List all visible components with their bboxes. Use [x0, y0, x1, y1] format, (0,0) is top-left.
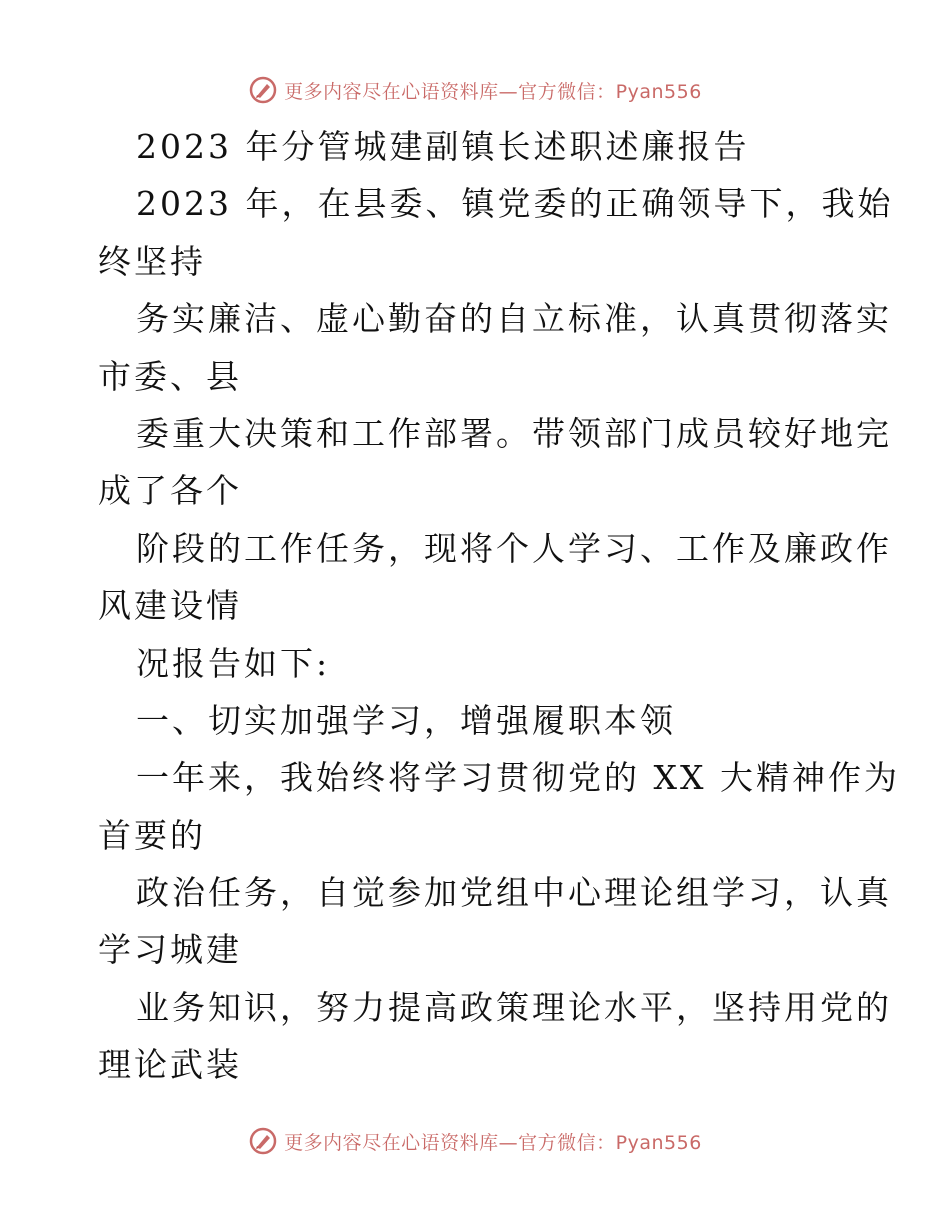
watermark-text-bottom: 更多内容尽在心语资料库—官方微信：Pyan556: [284, 1131, 702, 1154]
paragraph-line: 成了各个: [98, 471, 242, 511]
pen-seal-logo-icon: [248, 75, 278, 105]
document-body: [98, 118, 900, 1094]
paragraph-line: 市委、县: [98, 356, 242, 396]
paragraph-line: 政治任务，自觉参加党组中心理论组学习，认真: [136, 873, 892, 913]
paragraph-line: 理论武装: [98, 1045, 242, 1085]
paragraph-line: 风建设情: [98, 586, 242, 626]
watermark-banner-bottom: [0, 1121, 950, 1161]
document-title: 2023 年分管城建副镇长述职述廉报告: [136, 127, 750, 166]
watermark-text-top: 更多内容尽在心语资料库—官方微信：Pyan556: [284, 80, 702, 103]
section-heading: 一、切实加强学习，增强履职本领: [136, 700, 676, 740]
paragraph-line: 2023 年，在县委、镇党委的正确领导下，我始: [136, 184, 894, 224]
paragraph-line: 一年来，我始终将学习贯彻党的 XX 大精神作为: [136, 758, 900, 798]
pen-seal-logo-icon: [248, 1126, 278, 1156]
watermark-banner-top: [0, 70, 950, 110]
paragraph-line: 况报告如下:: [136, 643, 331, 683]
paragraph-line: 首要的: [98, 815, 206, 855]
paragraph-line: 阶段的工作任务，现将个人学习、工作及廉政作: [136, 528, 892, 568]
paragraph-line: 务实廉洁、虚心勤奋的自立标准，认真贯彻落实: [136, 299, 892, 339]
paragraph-line: 学习城建: [98, 930, 242, 970]
paragraph-line: 终坚持: [98, 241, 206, 281]
paragraph-line: 业务知识，努力提高政策理论水平，坚持用党的: [136, 987, 892, 1027]
paragraph-line: 委重大决策和工作部署。带领部门成员较好地完: [136, 413, 892, 453]
